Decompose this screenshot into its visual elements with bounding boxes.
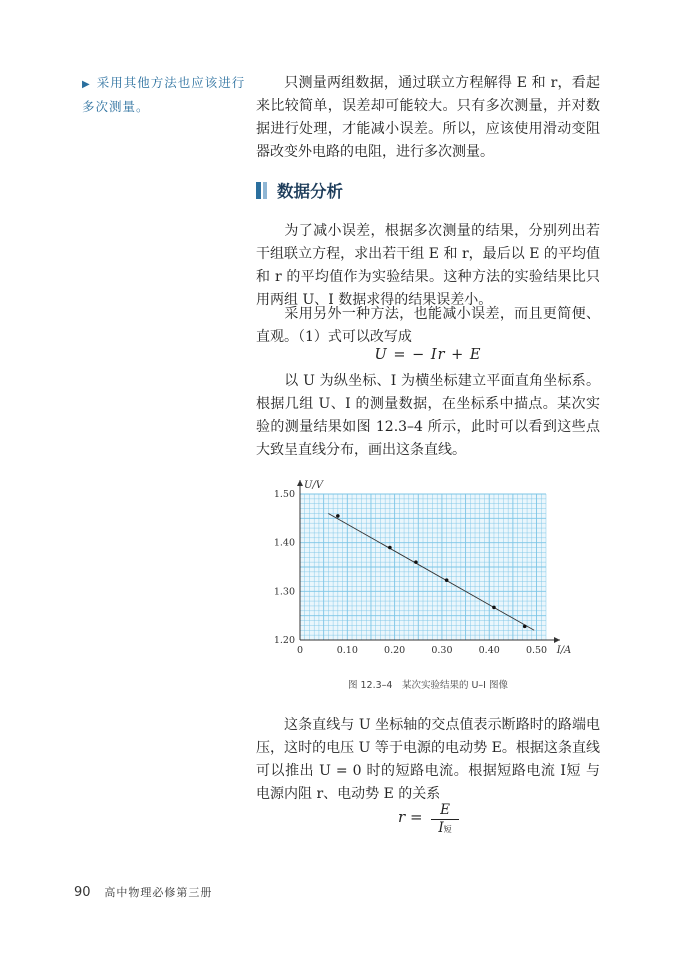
paragraph-4-text: 以 U 为纵坐标、I 为横坐标建立平面直角坐标系。根据几组 U、I 的测量数据，在坐标系中描点。某次实验的测量结果如图 12.3–4 所示，此时可以看到这些点大致呈直线分布，画出这条直线。 xyxy=(256,373,600,458)
side-note xyxy=(82,72,252,118)
figure-caption: 图 12.3–4 某次实验结果的 U–I 图像 xyxy=(347,680,508,691)
fraction-denominator xyxy=(431,821,459,837)
y-tick-label: 1.30 xyxy=(273,586,295,598)
u-i-chart xyxy=(270,472,600,667)
denominator-symbol: I xyxy=(438,820,444,836)
paragraph-2-text: 为了减小误差，根据多次测量的结果，分别列出若干组联立方程，求出若干组 E 和 r，最后以 E 的平均值和 r 的平均值作为实验结果。这种方法的实验结果比只用两组 U、I 数据求得的结果误差小。 xyxy=(256,223,600,308)
paragraph-5 xyxy=(256,714,600,806)
y-axis-arrow-icon xyxy=(297,480,303,486)
y-tick-label: 1.50 xyxy=(273,489,295,500)
paragraph-2 xyxy=(256,220,600,312)
data-point xyxy=(388,546,392,550)
x-tick-label: 0.40 xyxy=(478,645,500,656)
paragraph-1-text: 只测量两组数据，通过联立方程解得 E 和 r，看起来比较简单，误差却可能较大。只有多次测量，并对数据进行处理，才能减小误差。所以，应该使用滑动变阻器改变外电路的电阻，进行多次测量。 xyxy=(256,75,600,160)
page-number: 90 xyxy=(74,885,91,900)
denominator-subscript: 短 xyxy=(443,825,452,834)
x-tick-label: 0.30 xyxy=(431,645,453,656)
data-point xyxy=(492,606,496,610)
paragraph-3 xyxy=(256,303,600,349)
formula-r-fraction xyxy=(431,803,459,837)
data-point xyxy=(414,560,418,564)
paragraph-3-text: 采用另外一种方法，也能减小误差，而且更简便、直观。（1）式可以改写成 xyxy=(256,306,600,345)
book-title: 高中物理必修第三册 xyxy=(104,886,213,899)
x-tick-label: 0.10 xyxy=(336,645,358,656)
paragraph-4 xyxy=(256,370,600,462)
formula-r-lhs: r = xyxy=(398,808,423,826)
triangle-marker-icon: ▶ xyxy=(82,79,91,90)
y-tick-label: 1.20 xyxy=(273,635,295,646)
fraction-numerator: E xyxy=(440,802,450,818)
section-heading xyxy=(256,178,343,202)
data-point xyxy=(336,514,340,518)
y-axis-label: U/V xyxy=(304,480,324,491)
equation-u-ir-e: U = − Ir + E xyxy=(374,347,482,363)
x-tick-label: 0 xyxy=(296,645,304,656)
x-tick-label: 0.20 xyxy=(384,645,406,656)
section-heading-text: 数据分析 xyxy=(277,182,343,201)
x-axis-arrow-icon xyxy=(554,637,560,643)
heading-bar-icon xyxy=(256,182,261,199)
page-footer xyxy=(74,884,212,900)
x-tick-label: 0.50 xyxy=(525,645,548,656)
x-axis-label: I/A xyxy=(556,645,572,656)
data-point xyxy=(523,625,527,629)
y-tick-label: 1.40 xyxy=(273,537,295,549)
fraction-line xyxy=(431,819,459,820)
paragraph-1 xyxy=(256,72,600,164)
heading-bar-light-icon xyxy=(263,182,267,199)
paragraph-5-text: 这条直线与 U 坐标轴的交点值表示断路时的路端电压，这时的电压 U 等于电源的电动势 E。根据这条直线可以推出 U = 0 时的短路电流。根据短路电流 I短 与电源内阻 r、电动势 E 的关系 xyxy=(256,717,600,802)
data-point xyxy=(445,578,449,582)
side-note-text: 采用其他方法也应该进行多次测量。 xyxy=(82,75,246,114)
